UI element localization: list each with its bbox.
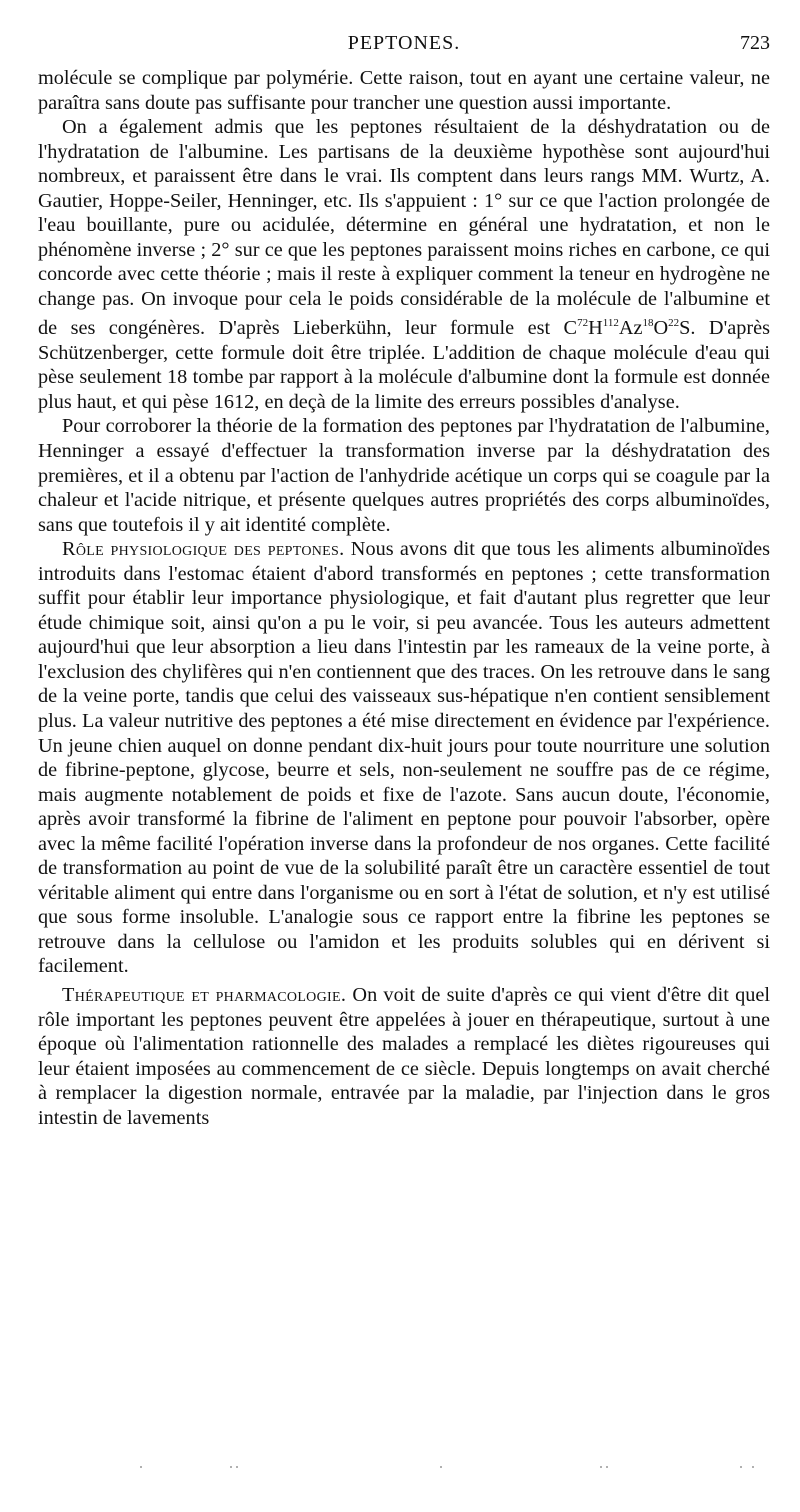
page-number: 723 bbox=[740, 32, 770, 54]
paragraph-1: molécule se complique par polymérie. Cette raison, tout en ayant une certaine valeur, ne paraîtra sans doute pas suffisante pour trancher une question aussi importante. bbox=[38, 67, 770, 114]
paragraph-2-text-a: On a également admis que les peptones résultaient de la déshydratation ou de l'hydratation de l'albumine. Les partisans de la deuxième hypothèse sont aujourd'hui nombreux, et paraissent être dans le vrai. Ils comptent dans leurs rangs MM. Wurtz, A. Gautier, Hoppe-Seiler, Henninger, etc. Ils s'appuient : 1° sur ce que l'action prolongée de l'eau bouillante, pure ou acidulée, détermine en général une hydratation, et non le phénomène inverse ; 2° sur ce que les peptones paraissent moins riches en carbone, ce qui concorde avec cette théorie ; mais il reste à expliquer comment la teneur en hydrogène ne change pas. On invoque pour cela le poids considérable de la molécule de l'albumine et de ses congénères. D'après Lieberkühn, leur formule est bbox=[38, 116, 770, 340]
scan-specks bbox=[140, 1466, 760, 1476]
paragraph-2 bbox=[38, 115, 770, 414]
paragraph-4-text: Nous avons dit que tous les aliments albuminoïdes introduits dans l'estomac étaient d'abord transformés en peptones ; cette transformation suffit pour établir leur importance physiologique, et fait d'autant plus regretter que leur étude chimique soit, ainsi qu'on a pu le voir, si peu avancée. Tous les auteurs admettent aujourd'hui que leur absorption a lieu dans l'intestin par les rameaux de la veine porte, à l'exclusion des chylifères qui n'en contiennent que des traces. On les retrouve dans le sang de la veine porte, tandis que celui des vaisseaux sus-hépatique n'en contient sensiblement plus. La valeur nutritive des peptones a été mise directement en évidence par l'expérience. Un jeune chien auquel on donne pendant dix-huit jours pour toute nourriture une solution de fibrine-peptone, glycose, beurre et sels, non-seulement ne souffre pas de ce régime, mais augmente notablement de poids et fixe de l'azote. Sans aucun doute, l'économie, après avoir transformé la fibrine de l'aliment en peptone pour pouvoir l'absorber, opère avec la même facilité l'opération inverse dans la profondeur de nos organes. Cette facilité de transformation au point de vue de la solubilité paraît être un caractère essentiel de tout véritable aliment qui entre dans l'organisme ou en sort à l'état de solution, et n'y est utilisé que sous forme insoluble. L'analogie sous ce rapport entre la fibrine les peptones se retrouve dans la cellulose ou l'amidon et les produits solubles qui en dérivent si facilement. bbox=[38, 538, 770, 978]
body-text bbox=[38, 66, 770, 1130]
page-header bbox=[38, 32, 770, 58]
running-head: PEPTONES. bbox=[347, 32, 461, 54]
paragraph-4 bbox=[38, 537, 770, 979]
section-heading-therapeutique: Thérapeutique et pharmacologie. bbox=[62, 984, 347, 1006]
paragraph-3: Pour corroborer la théorie de la formation des peptones par l'hydratation de l'albumine, Henninger a essayé d'effectuer la transformation inverse par la déshydratation des premières, et il a obtenu par l'action de l'anhydride acétique un corps qui se coagule par la chaleur et l'acide nitrique, et présente quelques autres propriétés des corps albuminoïdes, sans que toutefois il y ait identité complète. bbox=[38, 415, 770, 536]
chemical-formula: $C^{72}H^{112}Az^{18}O^{22}S$ bbox=[563, 317, 691, 340]
paragraph-5 bbox=[38, 983, 770, 1130]
section-heading-role: Rôle physiologique des peptones. bbox=[62, 538, 345, 561]
paragraph-5-text: On voit de suite d'après ce qui vient d'être dit quel rôle important les peptones peuvent être appelées à jouer en thérapeutique, surtout à une époque où l'alimentation rationnelle des malades a remplacé les diètes rigoureuses qui leur étaient imposées au commencement de ce siècle. Depuis longtemps on avait cherché à remplacer la digestion normale, entravée par la maladie, par l'injection dans le gros intestin de lavements bbox=[38, 984, 771, 1129]
paragraph-2-text-b: . D'après Schützenberger, cette formule doit être triplée. L'addition de chaque molécule d'eau qui pèse seulement 18 tombe par rapport à la molécule d'albumine dont la formule est donnée plus haut, et qui pèse 1612, en deçà de la limite des erreurs possibles d'analyse. bbox=[38, 317, 771, 413]
